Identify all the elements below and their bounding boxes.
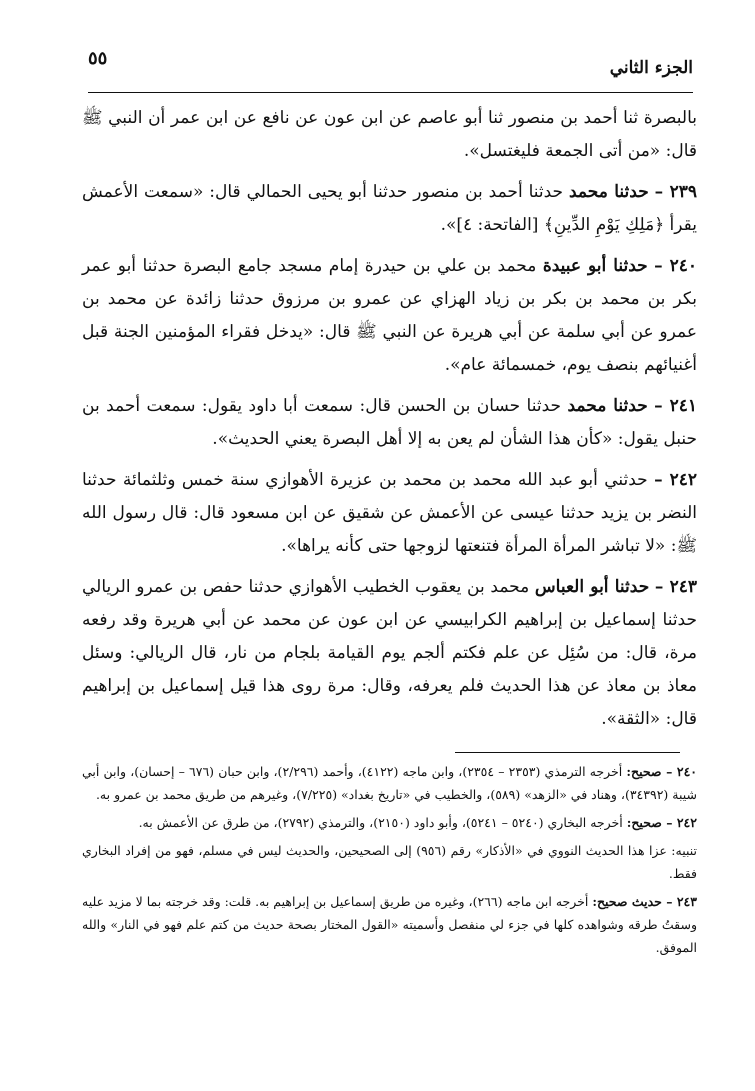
footnote-243	[82, 890, 697, 959]
footnote-text: أخرجه الترمذي (٢٣٥٣ – ٢٣٥٤)، وابن ماجه (٤١٢٢)، وأحمد (٢/٢٩٦)، وابن حبان (٦٧٦ – إحسان)، وابن أبي شيبة (٣٤٣٩٢)، وهناد في «الزهد» (٥٨٩)، والخطيب في «تاريخ بغداد» (٧/٢٢٥)، وغيرهم من طريق محمد بن عمرو به.	[82, 764, 697, 802]
footnote-label: ٢٤٣ – حديث صحيح:	[592, 894, 697, 909]
hadith-241	[82, 390, 697, 456]
footnote-label: ٢٤٠ – صحيح:	[626, 764, 698, 779]
paragraph-text: محمد بن علي بن حيدرة إمام مسجد جامع البصرة حدثنا أبو عمر بكر بن محمد بن بكر بن زياد الهزاي عن عمرو بن مرزوق حدثنا زائدة عن محمد بن عمرو عن أبي سلمة عن أبي هريرة عن النبي ﷺ قال: «يدخل فقراء المؤمنين الجنة قبل أغنيائهم بنصف يوم، خمسمائة عام».	[82, 256, 697, 375]
paragraph-text: حدثنا حسان بن الحسن قال: سمعت أبا داود يقول: سمعت أحمد بن حنبل يقول: «كأن هذا الشأن لم يعن به إلا أهل البصرة يعني الحديث».	[82, 396, 697, 449]
footnote-text: تنبيه: عزا هذا الحديث النووي في «الأذكار» رقم (٩٥٦) إلى الصحيحين، والحديث ليس في مسلم، فهو من إفراد البخاري فقط.	[82, 843, 698, 881]
hadith-240	[82, 250, 697, 382]
hadith-number: ٢٤١ –	[654, 396, 698, 416]
page-header	[88, 48, 693, 93]
page-number: ٥٥	[88, 48, 108, 69]
footnote-label: ٢٤٢ – صحيح:	[626, 815, 697, 830]
footnote-text: أخرجه البخاري (٥٢٤٠ – ٥٢٤١)، وأبو داود (٢١٥٠)، والترمذي (٢٧٩٢)، من طرق عن الأعمش به.	[138, 815, 623, 830]
hadith-intro: حدثنا محمد	[567, 396, 648, 416]
footnote-242	[82, 811, 697, 834]
paragraph-text: حدثني أبو عبد الله محمد بن محمد بن عزيرة الأهوازي سنة خمس وثلثمائة حدثنا النضر بن يزيد حدثنا عيسى عن الأعمش عن شقيق عن ابن مسعود قال: قال رسول الله ﷺ: «لا تباشر المرأة المرأة فتنعتها لزوجها حتى كأنه يراها».	[82, 470, 697, 556]
paragraph-text: حدثنا أحمد بن منصور حدثنا أبو يحيى الحمالي قال: «سمعت الأعمش يقرأ ﴿مَلِكِ يَوْمِ الدِّينِ﴾ [الفاتحة: ٤]».	[82, 182, 697, 235]
footnote-divider	[455, 752, 680, 753]
footnotes	[82, 760, 697, 964]
hadith-239	[82, 176, 697, 242]
main-text	[82, 102, 697, 744]
hadith-number: ٢٤٣ –	[654, 577, 697, 597]
footnote-240	[82, 760, 697, 806]
hadith-243	[82, 571, 697, 736]
paragraph-text: محمد بن يعقوب الخطيب الأهوازي حدثنا حفص بن عمرو الريالي حدثنا إسماعيل بن إبراهيم الكرابيسي عن ابن عون عن محمد عن أبي هريرة وقد رفعه مرة، قال: من سُئِل عن علم فكتم ألجم يوم القيامة بلجام من نار، قال الريالي: وسئل معاذ بن معاذ عن هذا الحديث فلم يعرفه، وقال: مرة روى هذا قيل إسماعيل بن إبراهيم قال: «الثقة».	[82, 577, 697, 729]
paragraph-text: بالبصرة ثنا أحمد بن منصور ثنا أبو عاصم عن ابن عون عن نافع عن ابن عمر أن النبي ﷺ قال: «من أتى الجمعة فليغتسل».	[82, 108, 697, 161]
hadith-number: ٢٣٩ –	[654, 182, 697, 202]
hadith-number: ٢٤٢ –	[654, 470, 697, 490]
paragraph-continuation	[82, 102, 697, 168]
hadith-intro: حدثنا أبو عبيدة	[542, 256, 648, 276]
footnote-note	[82, 839, 697, 885]
hadith-number: ٢٤٠ –	[654, 256, 698, 276]
hadith-intro: حدثنا أبو العباس	[534, 577, 650, 597]
hadith-intro: حدثنا محمد	[568, 182, 649, 202]
hadith-242	[82, 464, 697, 563]
running-title: الجزء الثاني	[609, 58, 693, 78]
footnote-text: أخرجه ابن ماجه (٢٦٦)، وغيره من طريق إسماعيل بن إبراهيم به. قلت: وقد خرجته بما لا مزيد عليه وسقتُ طرقه وشواهده كلها في جزء لي منفصل وأسميته «القول المختار بصحة حديث من كتم علم فهو في النار» والله الموفق.	[82, 894, 697, 955]
